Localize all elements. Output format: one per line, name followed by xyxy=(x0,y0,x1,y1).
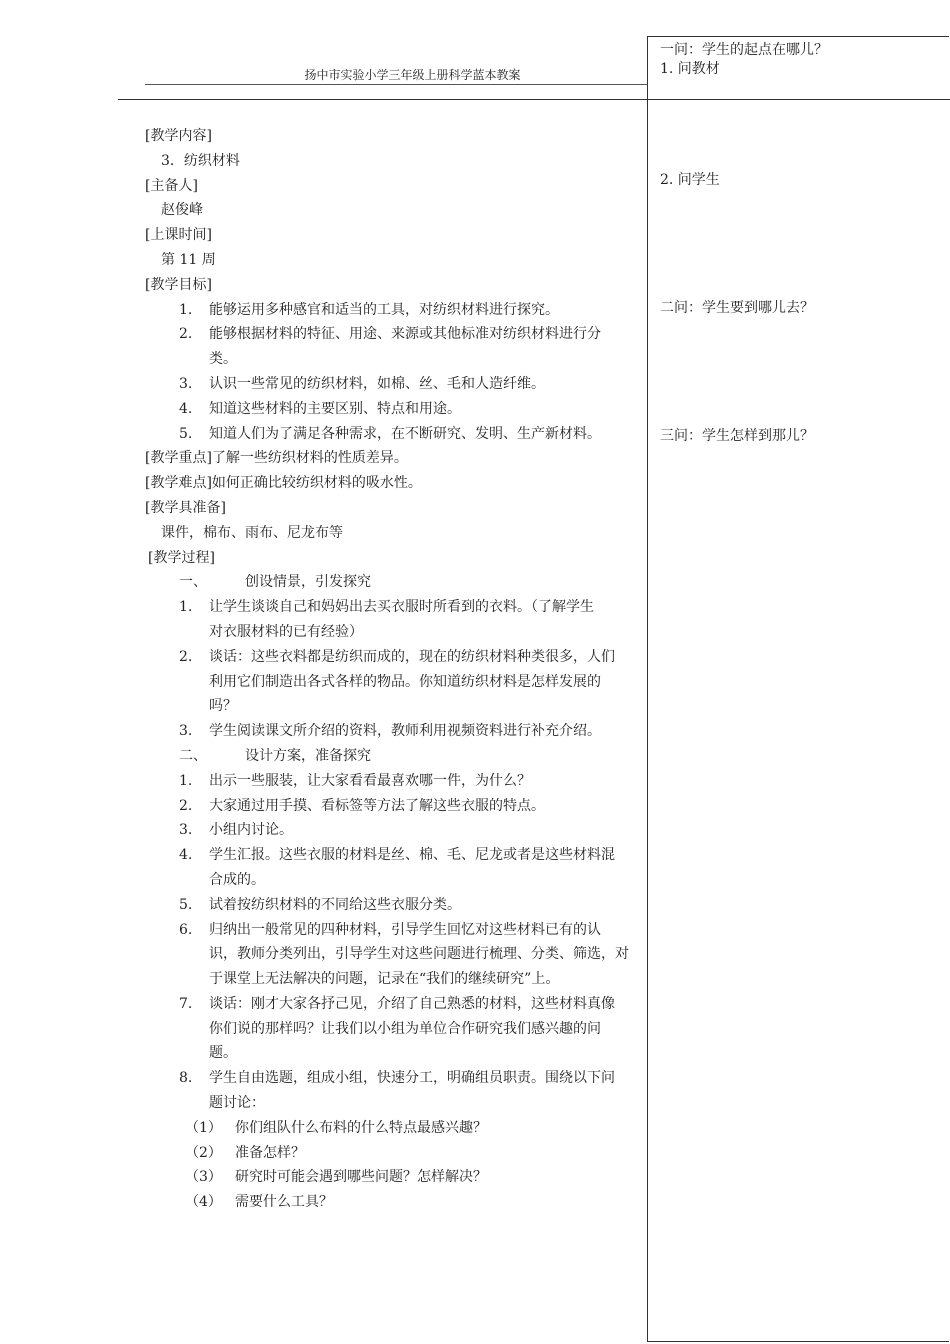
list-item-line xyxy=(145,397,647,422)
list-item-number: 1. xyxy=(179,301,193,318)
list-item-number: 4. xyxy=(179,400,193,417)
part1-heading: 一、 创设情景，引发探究 xyxy=(179,574,371,591)
list-item-line: 吗？ xyxy=(209,698,237,715)
list-item-line xyxy=(145,843,647,868)
list-item-line: 利用它们制造出各式各样的物品。你知道纺织材料是怎样发展的 xyxy=(209,673,601,690)
list-item-line xyxy=(145,645,647,670)
list-item-number: 5. xyxy=(179,425,193,442)
list-item-number: 7. xyxy=(179,995,193,1012)
list-item-number: 2. xyxy=(179,797,193,814)
list-item-text: 知道这些材料的主要区别、特点和用途。 xyxy=(209,400,461,417)
tools-value: 课件，棉布、雨布、尼龙布等 xyxy=(161,524,343,541)
list-item-text: 谈话：刚才大家各抒己见，介绍了自己熟悉的材料，这些材料真像 xyxy=(209,995,615,1012)
list-item-number: 1. xyxy=(179,772,193,789)
list-item-line: 于课堂上无法解决的问题，记录在“我们的继续研究”上。 xyxy=(209,971,560,988)
list-item-text: 归纳出一般常见的四种材料，引导学生回忆对这些材料已有的认 xyxy=(209,921,601,938)
list-item-text: 能够根据材料的特征、用途、来源或其他标准对纺织材料进行分 xyxy=(209,326,601,343)
header-rule xyxy=(145,84,648,85)
question-text: 研究时可能会遇到哪些问题？怎样解决？ xyxy=(235,1169,487,1186)
part2-list xyxy=(145,769,647,1116)
side-note-ask-students: 2. 问学生 xyxy=(660,172,720,188)
list-item-text: 知道人们为了满足各种需求，在不断研究、发明、生产新材料。 xyxy=(209,425,601,442)
list-item-number: 1. xyxy=(179,599,193,616)
list-item-text: 出示一些服装，让大家看看最喜欢哪一件，为什么？ xyxy=(209,772,531,789)
part1-list xyxy=(145,595,647,744)
list-item-number: 6. xyxy=(179,921,193,938)
question-text: 准备怎样？ xyxy=(235,1144,305,1161)
list-item-line: 合成的。 xyxy=(209,871,265,888)
questions-list xyxy=(145,1116,647,1215)
list-item-line xyxy=(145,992,647,1017)
list-item-number: 3. xyxy=(179,375,193,392)
page-header-title: 扬中市实验小学三年级上册科学蓝本教案 xyxy=(304,68,521,82)
time-value: 第 11 周 xyxy=(161,251,216,268)
list-item-line xyxy=(145,769,647,794)
list-item-line xyxy=(145,1066,647,1091)
list-item-line: 类。 xyxy=(209,351,237,368)
list-item-line xyxy=(145,298,647,323)
list-item-text: 学生自由选题，组成小组，快速分工，明确组员职责。围绕以下问 xyxy=(209,1070,615,1087)
time-label: [上课时间] xyxy=(145,227,212,244)
part2-heading: 二、 设计方案，准备探究 xyxy=(179,747,371,764)
preparer-value: 赵俊峰 xyxy=(161,202,203,219)
question-item xyxy=(145,1190,647,1215)
content-label: [教学内容] xyxy=(145,128,212,144)
question-text: 需要什么工具？ xyxy=(235,1194,333,1211)
goals-list xyxy=(145,298,647,447)
side-note-question-3: 三问：学生怎样到那儿？ xyxy=(660,428,814,444)
list-item-line xyxy=(145,794,647,819)
list-item-text: 小组内讨论。 xyxy=(209,822,293,839)
side-note-ask-textbook: 1. 问教材 xyxy=(660,61,720,77)
content-value: 3．纺织材料 xyxy=(161,152,240,169)
goals-label: [教学目标] xyxy=(145,276,212,293)
difficulty: [教学难点]如何正确比较纺织材料的吸水性。 xyxy=(145,475,422,492)
list-item-line: 对衣服材料的已有经验） xyxy=(209,623,363,640)
list-item-number: 3. xyxy=(179,723,193,740)
side-notes-column xyxy=(647,36,949,1342)
question-number: （4） xyxy=(185,1194,222,1211)
side-note-question-1: 一问：学生的起点在哪儿？ xyxy=(660,42,828,58)
list-item-line xyxy=(145,372,647,397)
question-number: （3） xyxy=(185,1169,222,1186)
list-item-text: 让学生谈谈自己和妈妈出去买衣服时所看到的衣料。（了解学生 xyxy=(209,599,594,616)
preparer-label: [主备人] xyxy=(145,177,198,194)
process-label: [教学过程] xyxy=(148,549,215,566)
list-item-text: 认识一些常见的纺织材料，如棉、丝、毛和人造纤维。 xyxy=(209,375,545,392)
list-item-number: 8. xyxy=(179,1070,193,1087)
list-item-number: 5. xyxy=(179,896,193,913)
list-item-line xyxy=(145,422,647,447)
list-item-line xyxy=(145,595,647,620)
list-item-line: 你们说的那样吗？让我们以小组为单位合作研究我们感兴趣的问 xyxy=(209,1020,601,1037)
list-item-number: 2. xyxy=(179,648,193,665)
list-item-line xyxy=(145,893,647,918)
list-item-line: 识，教师分类列出，引导学生对这些问题进行梳理、分类、筛选，对 xyxy=(209,946,629,963)
list-item-line: 题。 xyxy=(209,1045,237,1062)
question-number: （1） xyxy=(185,1119,222,1136)
list-item-line xyxy=(145,818,647,843)
question-item xyxy=(145,1141,647,1166)
lesson-plan-body xyxy=(145,124,647,1215)
question-text: 你们组队什么布料的什么特点最感兴趣？ xyxy=(235,1119,487,1136)
list-item-text: 试着按纺织材料的不同给这些衣服分类。 xyxy=(209,896,461,913)
list-item-text: 能够运用多种感官和适当的工具，对纺织材料进行探究。 xyxy=(209,301,559,318)
side-column-divider xyxy=(647,99,950,100)
list-item-number: 2. xyxy=(179,326,193,343)
list-item-line xyxy=(145,322,647,347)
list-item-number: 4. xyxy=(179,847,193,864)
key-point: [教学重点]了解一些纺织材料的性质差异。 xyxy=(145,450,408,467)
list-item-line xyxy=(145,918,647,943)
question-number: （2） xyxy=(185,1144,222,1161)
list-item-text: 学生阅读课文所介绍的资料，教师利用视频资料进行补充介绍。 xyxy=(209,723,601,740)
list-item-text: 学生汇报。这些衣服的材料是丝、棉、毛、尼龙或者是这些材料混 xyxy=(209,847,615,864)
side-note-question-2: 二问：学生要到哪儿去？ xyxy=(660,300,814,316)
list-item-number: 3. xyxy=(179,822,193,839)
list-item-text: 谈话：这些衣料都是纺织而成的，现在的纺织材料种类很多，人们 xyxy=(209,648,615,665)
list-item-text: 大家通过用手摸、看标签等方法了解这些衣服的特点。 xyxy=(209,797,545,814)
question-item xyxy=(145,1116,647,1141)
question-item xyxy=(145,1165,647,1190)
list-item-line xyxy=(145,719,647,744)
tools-label: [教学具准备] xyxy=(145,499,226,516)
list-item-line: 题讨论： xyxy=(209,1095,265,1112)
